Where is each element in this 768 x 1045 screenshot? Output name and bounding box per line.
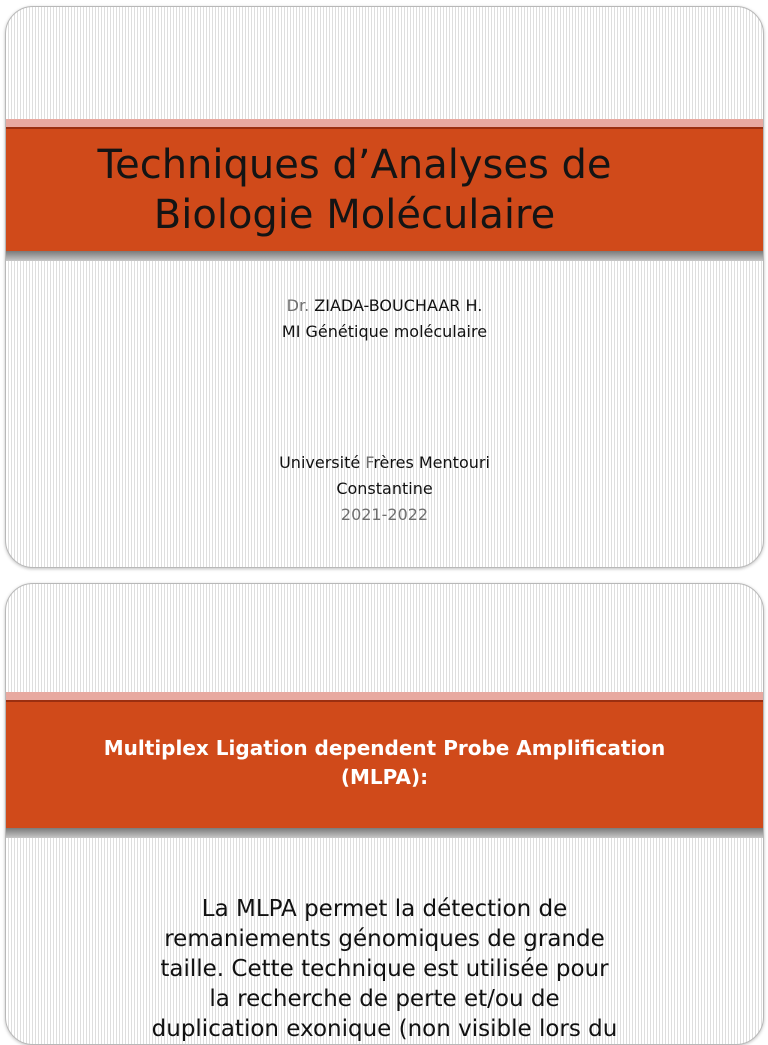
heading-line-1: Multiplex Ligation dependent Probe Amplification [103, 736, 666, 760]
university-line [6, 450, 763, 476]
body-line: la recherche de perte et/ou de [209, 986, 560, 1012]
academic-year: 2021-2022 [340, 505, 429, 524]
title-line-1: Techniques d’Analyses de [97, 142, 612, 188]
body-line: taille. Cette technique est utilisée pour [160, 956, 609, 982]
slide-body [86, 894, 683, 1044]
slide-heading [36, 734, 733, 792]
institution-block [6, 450, 763, 528]
body-line: remaniements génomiques de grande [164, 926, 605, 952]
author-name: ZIADA-BOUCHAAR H. [309, 296, 483, 315]
body-line: La MLPA permet la détection de [201, 896, 568, 922]
author-prefix: Dr. [286, 296, 310, 315]
author-line [6, 293, 763, 319]
heading-line-2: (MLPA): [340, 765, 429, 789]
university-part-2: F [365, 453, 374, 472]
slide-mlpa [5, 583, 764, 1045]
band-shadow [6, 828, 763, 838]
slide-title [5, 6, 764, 568]
body-line: duplication exonique (non visible lors du [151, 1016, 618, 1042]
band-shadow [6, 251, 763, 261]
presentation-title [6, 140, 763, 240]
university-part-1: Université [279, 453, 366, 472]
city-line: Constantine [336, 479, 433, 498]
author-role: MI Génétique moléculaire [281, 322, 488, 341]
band-accent-stripe [6, 692, 763, 700]
author-block [6, 293, 763, 345]
title-line-2: Biologie Moléculaire [153, 192, 556, 238]
band-accent-stripe [6, 119, 763, 127]
university-part-3: rères Mentouri [373, 453, 490, 472]
